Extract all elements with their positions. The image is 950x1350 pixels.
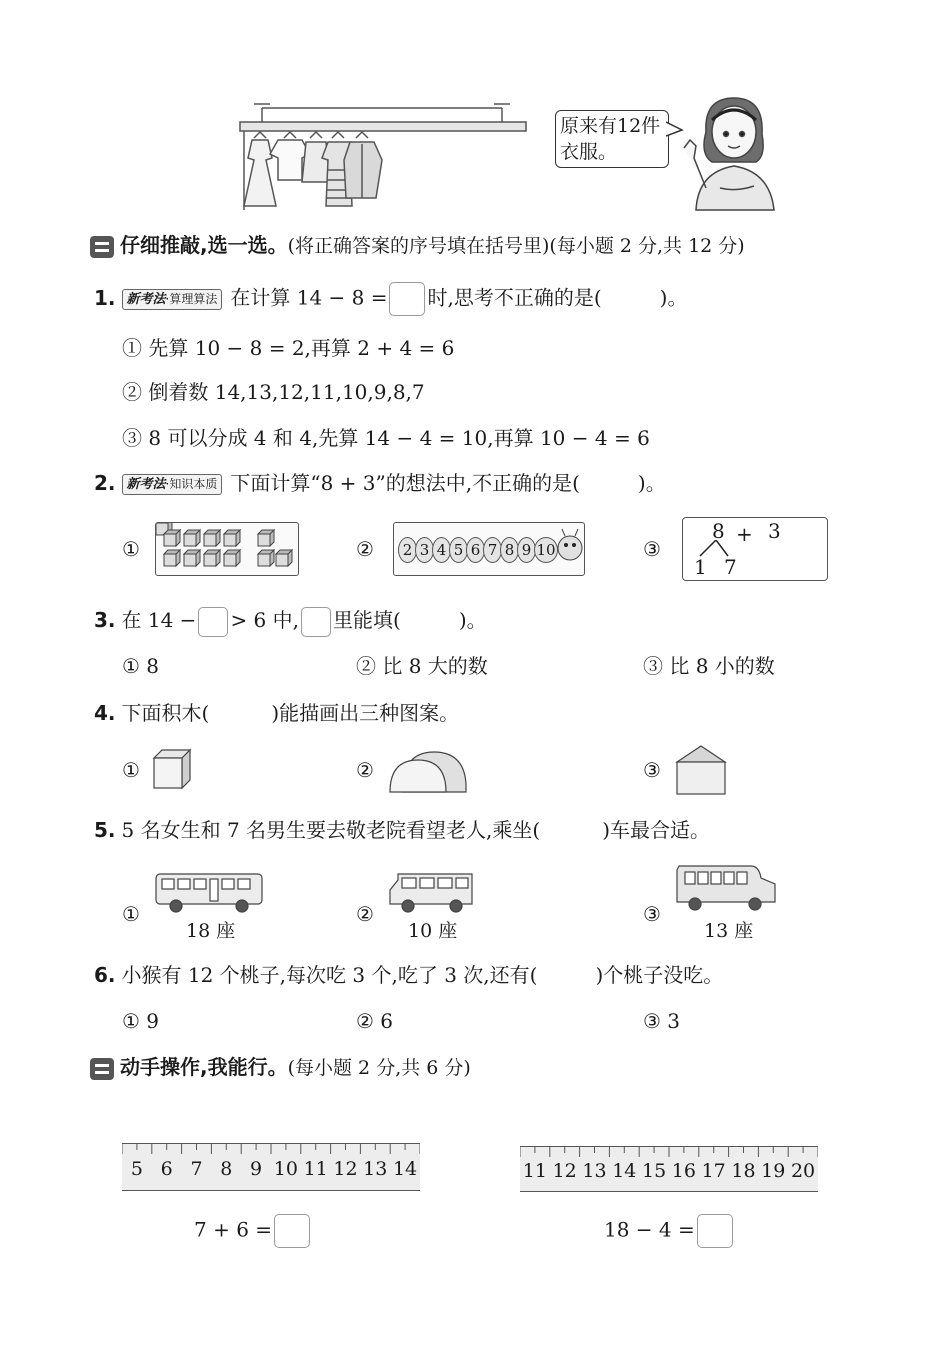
q1-number: 1. — [94, 285, 116, 310]
caterpillar-segment: 7 — [483, 537, 502, 563]
equation-1 — [194, 1214, 312, 1248]
q2-marker-2[interactable]: ② — [356, 537, 374, 561]
q5-stem — [94, 816, 710, 844]
q3-blank-box-1[interactable] — [198, 607, 228, 637]
ruler-number: 12 — [333, 1158, 358, 1180]
ruler-number: 12 — [552, 1160, 577, 1182]
q1-answer-box[interactable] — [389, 282, 425, 316]
q6-text-b: )个桃子没吃。 — [595, 963, 724, 987]
q3-option-2[interactable]: ② 比 8 大的数 — [356, 654, 488, 678]
tree-bottom-a: 1 — [694, 555, 707, 579]
q6-number: 6. — [94, 963, 116, 987]
ruler-2-ticks — [520, 1147, 818, 1161]
section2-note: (每小题 2 分,共 6 分) — [287, 1057, 471, 1079]
tree-bottom-b: 7 — [724, 555, 737, 579]
ruler-number: 15 — [641, 1160, 667, 1182]
q1-option-1[interactable]: ① 先算 10 − 8 = 2,再算 2 + 4 = 6 — [122, 336, 455, 360]
q1-option-2[interactable]: ② 倒着数 14,13,12,11,10,9,8,7 — [122, 380, 425, 404]
clothes-rack-illustration — [232, 98, 532, 214]
q5-marker-1[interactable]: ① — [122, 902, 140, 926]
section-icon — [90, 236, 114, 258]
caterpillar-segment: 2 — [398, 537, 417, 563]
ruler-number: 9 — [250, 1158, 263, 1180]
q6-option-3[interactable]: ③ 3 — [643, 1009, 681, 1033]
half-cylinder-block-icon — [388, 748, 468, 794]
q6-text: 小猴有 12 个桃子,每次吃 3 个,吃了 3 次,还有( — [121, 963, 538, 987]
q4-marker-3[interactable]: ③ — [643, 758, 661, 782]
number-ruler-2 — [520, 1146, 818, 1192]
caterpillar-segment: 6 — [466, 537, 485, 563]
house-block-icon — [674, 744, 728, 796]
ruler-number: 7 — [190, 1158, 203, 1180]
ruler-number: 18 — [731, 1160, 756, 1182]
bus-icon — [154, 868, 266, 914]
q5-number: 5. — [94, 818, 116, 842]
q1-tag — [122, 289, 223, 310]
q1-text-b: 时,思考不正确的是( — [427, 285, 602, 310]
ruler-1-ticks — [122, 1144, 420, 1158]
q6-option-2[interactable]: ② 6 — [356, 1009, 394, 1033]
ruler-number: 20 — [790, 1160, 816, 1182]
q3-number: 3. — [94, 608, 116, 632]
school-bus-icon — [673, 860, 779, 914]
caterpillar-segment: 5 — [449, 537, 468, 563]
q2-tag — [122, 474, 223, 495]
ruler-number: 5 — [130, 1158, 143, 1180]
seat-label-2: 10 座 — [408, 920, 458, 942]
ruler-number: 13 — [363, 1158, 388, 1180]
q4-text-a: 下面积木( — [121, 701, 210, 725]
q1-text-a: 在计算 14 − 8 = — [230, 285, 388, 310]
caterpillar-head-icon — [556, 528, 584, 564]
speech-text: 原来有12件衣服。 — [560, 115, 661, 163]
caterpillar-segment: 4 — [432, 537, 451, 563]
q2-text-b: )。 — [637, 471, 666, 495]
section-icon — [90, 1058, 114, 1080]
q4-number: 4. — [94, 701, 116, 725]
ruler-number: 11 — [303, 1158, 328, 1180]
ruler-number: 6 — [160, 1158, 173, 1180]
q3-option-1[interactable]: ① 8 — [122, 654, 160, 678]
ruler-number: 11 — [522, 1160, 547, 1182]
caterpillar-segment: 9 — [517, 537, 536, 563]
q1-option-3[interactable]: ③ 8 可以分成 4 和 4,先算 14 − 4 = 10,再算 10 − 4 = 6 — [122, 426, 650, 450]
caterpillar-segment: 8 — [500, 537, 519, 563]
ruler-number: 19 — [761, 1160, 786, 1182]
q3-blank-box-2[interactable] — [301, 607, 331, 637]
tree-plus: + — [736, 522, 753, 546]
q1-text-c: )。 — [659, 285, 688, 310]
q5-marker-3[interactable]: ③ — [643, 902, 661, 926]
tree-top-b: 3 — [768, 519, 781, 543]
ruler-1-numbers — [122, 1158, 420, 1180]
cubes-figure — [156, 523, 298, 575]
q3-text-a: 在 14 − — [121, 608, 197, 632]
equation-1-answer-box[interactable] — [274, 1214, 310, 1248]
q1-tag-prefix: 新考法 — [126, 291, 166, 307]
q3-text-b: > 6 中, — [230, 608, 299, 632]
teacher-illustration — [676, 92, 786, 212]
section1-header — [90, 231, 745, 260]
q2-text-a: 下面计算“8 + 3”的想法中,不正确的是( — [230, 471, 580, 495]
ruler-number: 14 — [392, 1158, 418, 1180]
q2-tag-prefix: 新考法 — [126, 477, 166, 492]
q4-stem — [94, 699, 459, 727]
q2-tag-text: ·知识本质 — [165, 477, 218, 491]
tree-top-a: 8 — [712, 519, 725, 543]
equation-2-answer-box[interactable] — [697, 1214, 733, 1248]
q3-text-d: )。 — [458, 608, 487, 632]
q5-marker-2[interactable]: ② — [356, 902, 374, 926]
q2-number: 2. — [94, 471, 116, 495]
q6-option-1[interactable]: ① 9 — [122, 1009, 160, 1033]
q6-stem — [94, 961, 723, 989]
ruler-number: 8 — [220, 1158, 233, 1180]
caterpillar — [398, 537, 556, 565]
cube-block-icon — [152, 748, 192, 790]
number-ruler-1 — [122, 1143, 420, 1191]
section1-title: 仔细推敲,选一选。 — [120, 233, 288, 257]
q2-marker-1[interactable]: ① — [122, 537, 140, 561]
ruler-number: 17 — [701, 1160, 726, 1182]
section1-note: (将正确答案的序号填在括号里)(每小题 2 分,共 12 分) — [287, 235, 745, 257]
ruler-number: 16 — [671, 1160, 696, 1182]
equation-2-text: 18 − 4 = — [604, 1217, 695, 1242]
ruler-number: 13 — [582, 1160, 607, 1182]
q4-marker-1[interactable]: ① — [122, 758, 140, 782]
q3-text-c: 里能填( — [333, 608, 401, 632]
seat-label-1: 18 座 — [186, 920, 236, 942]
q4-text-b: )能描画出三种图案。 — [271, 701, 460, 725]
equation-1-text: 7 + 6 = — [194, 1217, 273, 1242]
q4-marker-2[interactable]: ② — [356, 758, 374, 782]
ruler-number: 14 — [612, 1160, 637, 1182]
equation-2 — [604, 1214, 735, 1248]
q5-text: 5 名女生和 7 名男生要去敬老院看望老人,乘坐( — [121, 818, 541, 842]
section2-header — [90, 1053, 471, 1082]
q1-stem — [94, 282, 687, 316]
section2-title: 动手操作,我能行。 — [120, 1055, 288, 1079]
q2-marker-3[interactable]: ③ — [643, 537, 661, 561]
seat-label-3: 13 座 — [704, 920, 754, 942]
van-icon — [388, 866, 476, 914]
caterpillar-segment: 10 — [534, 537, 558, 563]
q1-tag-text: ·算理算法 — [165, 291, 218, 306]
caterpillar-segment: 3 — [415, 537, 434, 563]
q3-option-3[interactable]: ③ 比 8 小的数 — [643, 654, 775, 678]
q2-cubes-box — [155, 522, 299, 576]
ruler-2-numbers — [520, 1160, 818, 1182]
q5-text-b: )车最合适。 — [602, 818, 711, 842]
q3-stem — [94, 606, 487, 637]
ruler-number: 10 — [273, 1158, 298, 1180]
q2-stem — [94, 469, 666, 497]
